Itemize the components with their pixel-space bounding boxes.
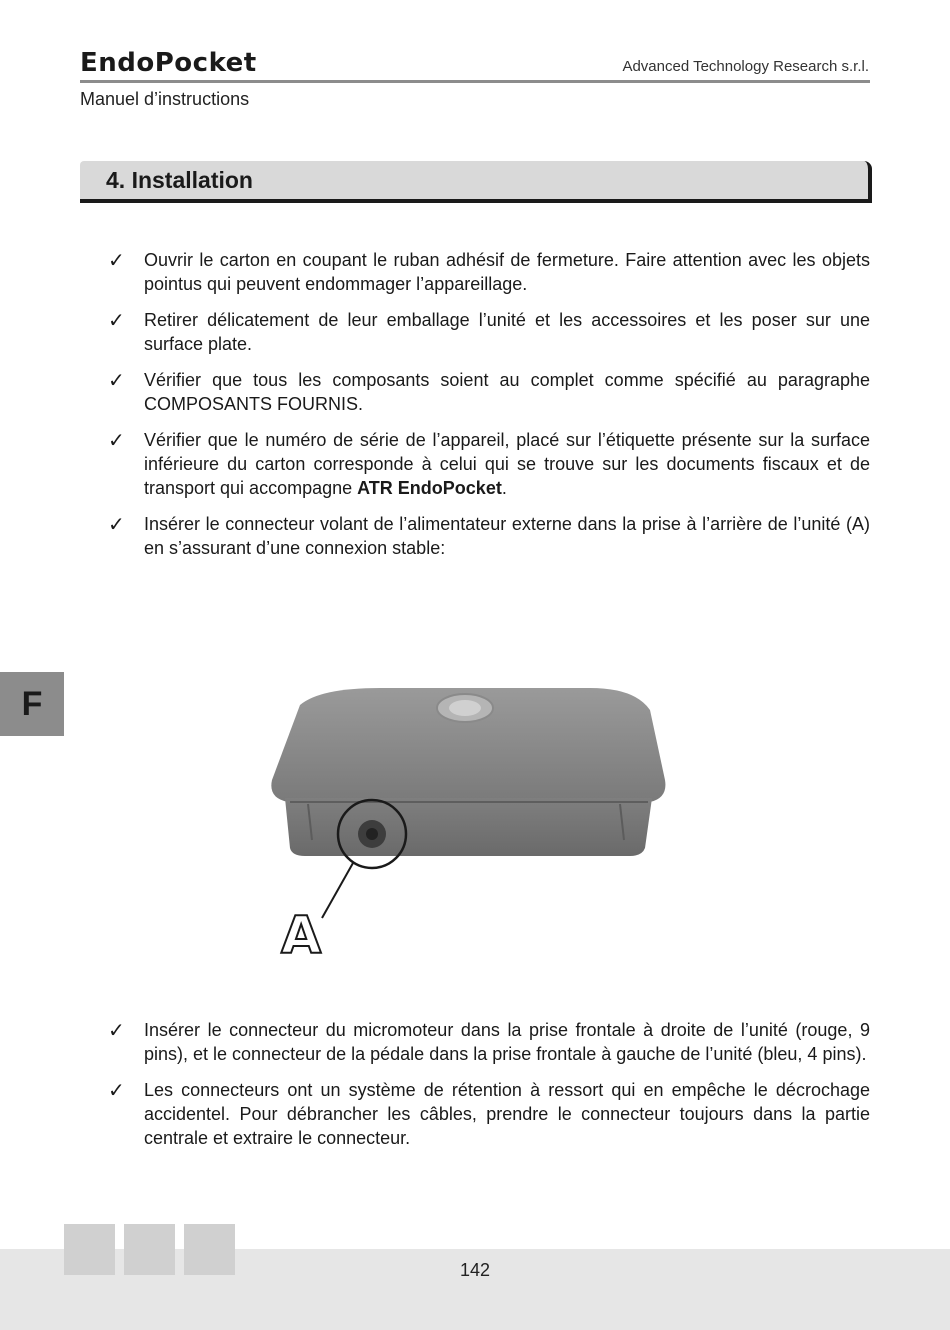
instruction-list-bottom (108, 1018, 870, 1162)
item-text: Insérer le connecteur du micromoteur dans la prise frontale à droite de l’unité (rouge, 9 pins), et le connecteur de la pédale dans la prise frontale à gauche de l’unité (bleu, 4 pins). (144, 1020, 870, 1064)
header-logo: EndoPocket (80, 48, 257, 78)
callout-label: A (281, 906, 322, 966)
item-text: Ouvrir le carton en coupant le ruban adhésif de fermeture. Faire attention avec les objets pointus qui peuvent endommager l’appareillage. (144, 250, 870, 294)
check-icon: ✓ (108, 308, 125, 332)
header-manual-title: Manuel d’instructions (80, 89, 250, 109)
item-text: Insérer le connecteur volant de l’alimentateur externe dans la prise à l’arrière de l’unité (A) en s’assurant d’une connexion stable: (144, 514, 870, 558)
list-item (108, 1078, 870, 1150)
callout-line (322, 863, 353, 918)
product-name: ATR EndoPocket (357, 478, 502, 498)
list-item (108, 308, 870, 356)
list-item (108, 368, 870, 416)
check-icon: ✓ (108, 1078, 125, 1102)
list-item (108, 512, 870, 560)
language-tab: F (0, 672, 64, 736)
item-text: Retirer délicatement de leur emballage l’unité et les accessoires et les poser sur une surface plate. (144, 310, 870, 354)
list-item (108, 1018, 870, 1066)
section-bar (80, 161, 872, 203)
check-icon: ✓ (108, 248, 125, 272)
check-icon: ✓ (108, 512, 125, 536)
list-item (108, 428, 870, 500)
item-text: Vérifier que le numéro de série de l’appareil, placé sur l’étiquette présente sur la surface inférieure du carton corresponde à celui qui se trouve sur les documents fiscaux et de transport qui accompagne (144, 430, 870, 498)
page-number: 142 (459, 1260, 491, 1280)
section-title: 4. Installation (106, 167, 253, 193)
check-icon: ✓ (108, 1018, 125, 1042)
item-text-end: . (501, 478, 507, 498)
instruction-list-top (108, 248, 870, 572)
header-company: Advanced Technology Research s.r.l. (622, 58, 869, 75)
header-rule (80, 80, 870, 83)
check-icon: ✓ (108, 428, 125, 452)
list-item (108, 248, 870, 296)
item-text: Les connecteurs ont un système de rétention à ressort qui en empêche le décrochage accidentel. Pour débrancher les câbles, prendre le connecteur toujours dans la partie centrale et extraire le connecteur. (144, 1080, 870, 1148)
device-photo (260, 680, 680, 970)
check-icon: ✓ (108, 368, 125, 392)
item-text: Vérifier que tous les composants soient au complet comme spécifié au paragraphe COMPOSANTS FOURNIS. (144, 370, 870, 414)
